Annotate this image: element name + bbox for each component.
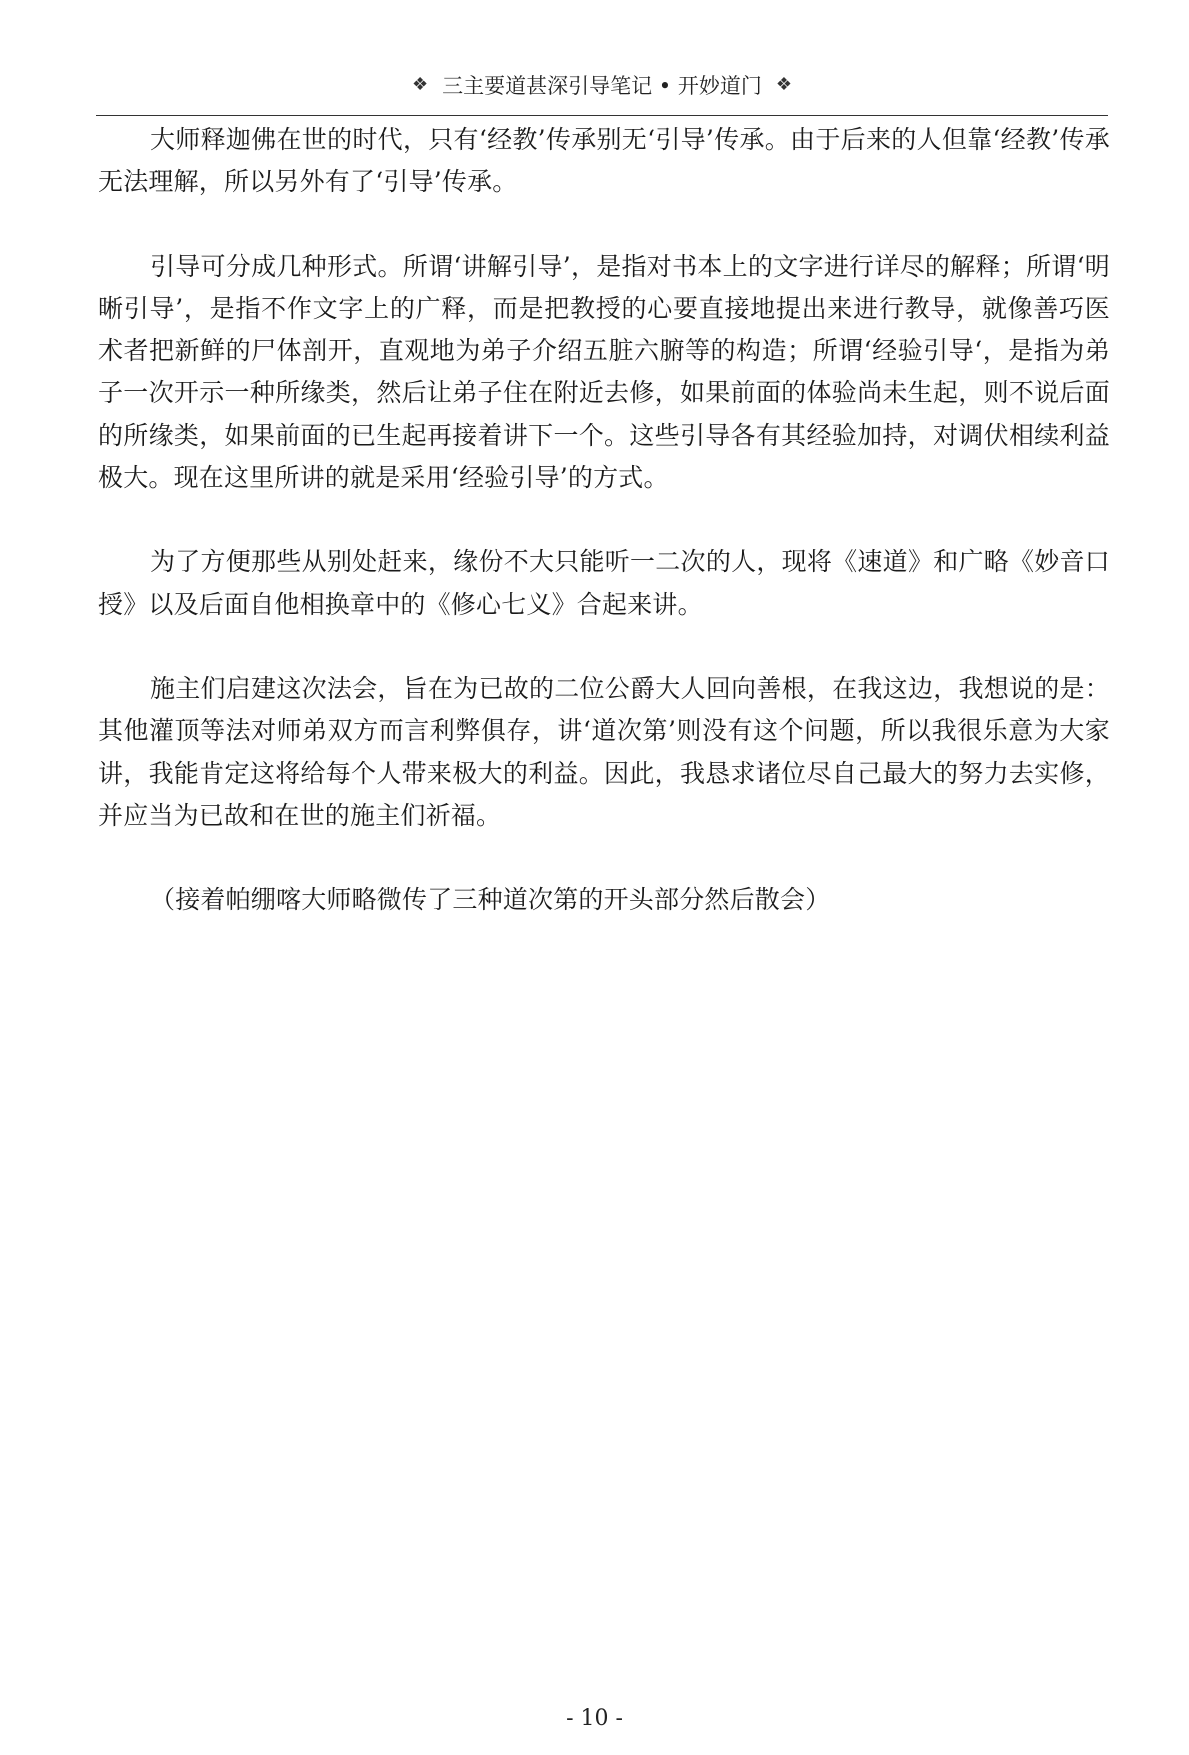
page-number: - 10 -	[566, 1706, 623, 1731]
paragraph-2: 引导可分成几种形式。所谓‘讲解引导’，是指对书本上的文字进行详尽的解释；所谓‘明晰引导’，是指不作文字上的广释，而是把教授的心要直接地提出来进行教导，就像善巧医术者把新鲜的尸体剖开，直观地为弟子介绍五脏六腑等的构造；所谓‘经验引导‘，是指为弟子一次开示一种所缘类，然后让弟子住在附近去修，如果前面的体验尚未生起，则不说后面的所缘类，如果前面的已生起再接着讲下一个。这些引导各有其经验加持，对调伏相续利益极大。现在这里所讲的就是采用‘经验引导’的方式。	[98, 251, 1110, 493]
ornament-right-icon: ❖	[775, 74, 793, 95]
page-body	[98, 119, 1110, 963]
running-header	[96, 62, 1108, 116]
header-title: 三主要道甚深引导笔记 • 开妙道门	[442, 74, 762, 98]
paragraph-4: 施主们启建这次法会，旨在为已故的二位公爵大人回向善根，在我这边，我想说的是：其他灌顶等法对师弟双方而言利弊俱存，讲‘道次第’则没有这个问题，所以我很乐意为大家讲，我能肯定这将给每个人带来极大的利益。因此，我恳求诸位尽自己最大的努力去实修，并应当为已故和在世的施主们祈福。	[98, 673, 1110, 830]
paragraph-1: 大师释迦佛在世的时代，只有‘经教’传承别无‘引导’传承。由于后来的人但靠‘经教’传承无法理解，所以另外有了‘引导’传承。	[98, 125, 1110, 197]
ornament-left-icon: ❖	[411, 74, 429, 95]
paragraph-5-closing-note: （接着帕绷喀大师略微传了三种道次第的开头部分然后散会）	[150, 885, 831, 915]
header-row	[96, 70, 1108, 100]
paragraph-3: 为了方便那些从别处赶来，缘份不大只能听一二次的人，现将《速道》和广略《妙音口授》以及后面自他相换章中的《修心七义》合起来讲。	[98, 547, 1110, 619]
